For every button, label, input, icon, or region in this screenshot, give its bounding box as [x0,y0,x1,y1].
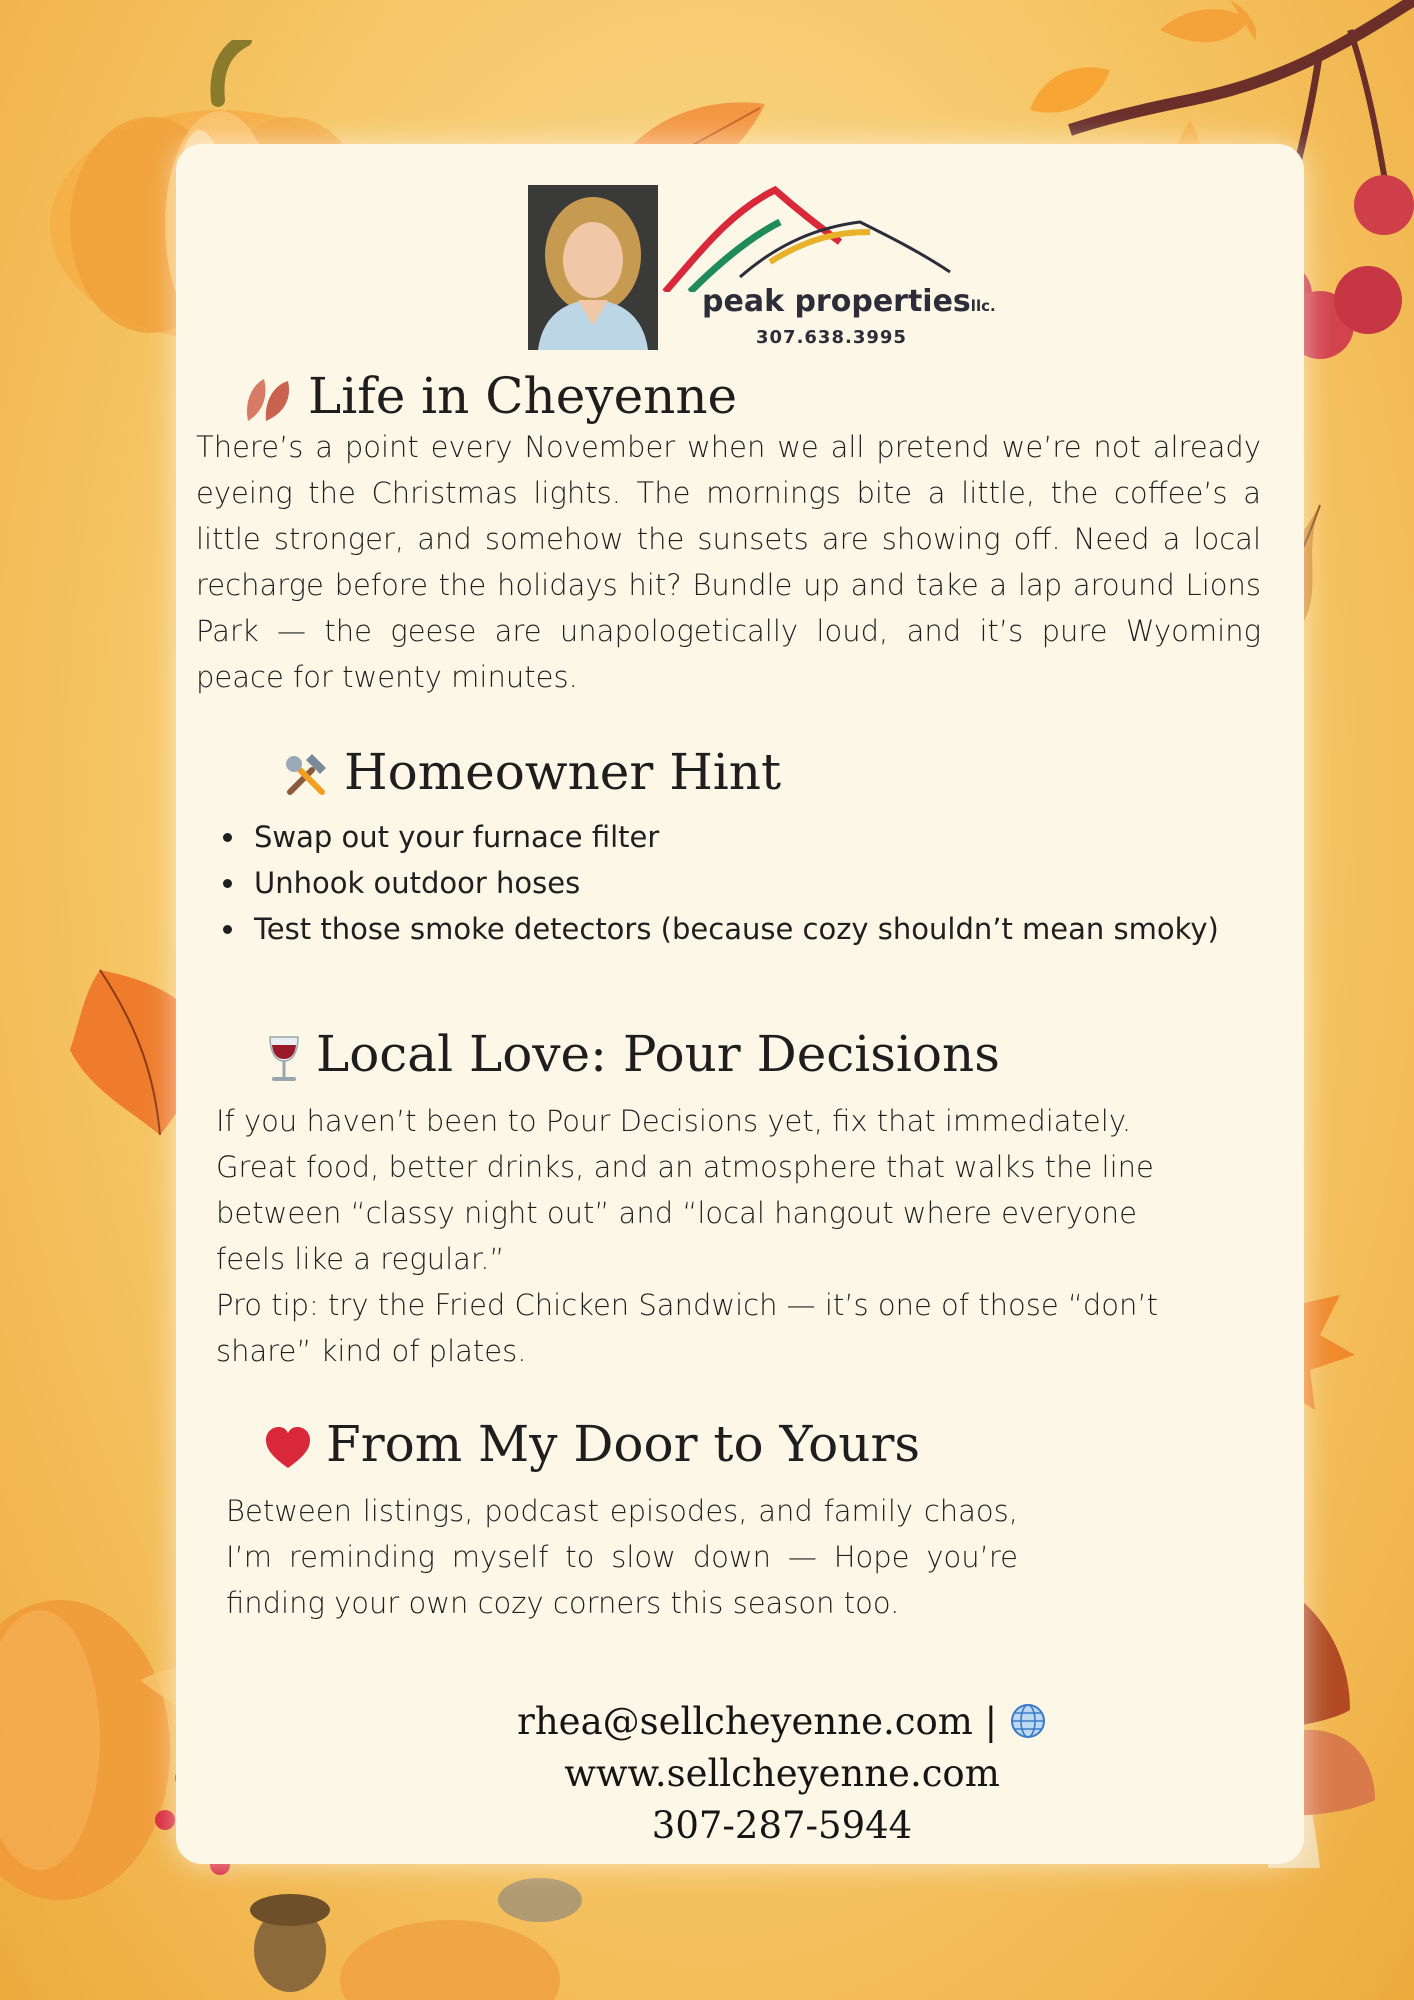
local-title-text: Local Love: Pour Decisions [316,1025,1000,1083]
hint-section [196,742,1326,952]
contact-email-row [462,1696,1102,1748]
list-item: • Swap out your furnace filter [248,814,1326,860]
brand-name [702,284,996,319]
mountain-logo-icon [660,182,960,292]
local-line: Great food, better drinks, and an atmosphere that walks the line [216,1150,1154,1184]
door-title [226,1414,1018,1474]
life-body: There’s a point every November when we all pretend we’re not already eyeing the Christmas lights. The mornings bite a little, the coffee’s a little stronger, and somehow the sunsets are showing off. Need a local recharge before the holidays hit? Bundle up and take a lap around Lions Park — the geese are unapologetically loud, and it’s pure Wyoming peace for twenty minutes. [196,430,1261,694]
hint-title [196,742,1326,802]
brand-phone: 307.638.3995 [756,327,907,348]
leaves-icon [244,377,294,423]
list-item: • Unhook outdoor hoses [248,860,1326,906]
life-title [196,366,1261,426]
wine-glass-icon [266,1033,302,1083]
tools-icon [282,752,330,800]
local-line: share” kind of plates. [216,1334,527,1368]
life-section [196,366,1261,700]
local-line: between “classy night out” and “local hangout where everyone [216,1196,1137,1230]
life-title-text: Life in Cheyenne [308,367,738,425]
brand-suffix: llc. [970,297,996,315]
door-body: Between listings, podcast episodes, and family chaos, I’m reminding myself to slow down — Hope you’re finding your own cozy corners this season too. [226,1494,1018,1620]
door-section [226,1414,1018,1626]
phone-link[interactable]: 307-287-5944 [651,1804,913,1847]
door-title-text: From My Door to Yours [326,1415,921,1473]
globe-icon [1009,1702,1047,1740]
local-section [216,1024,1276,1374]
contact-email[interactable]: rhea@sellcheyenne.com | [517,1700,998,1743]
local-line: Pro tip: try the Fried Chicken Sandwich — it’s one of those “don’t [216,1288,1159,1322]
heart-icon [264,1426,312,1470]
hint-list [196,814,1326,952]
website-link[interactable]: www.sellcheyenne.com [564,1752,1000,1795]
contact-block [462,1696,1102,1852]
agent-photo [528,185,658,350]
brand-name-text: peak properties [702,284,971,319]
local-title [216,1024,1276,1084]
list-item: • Test those smoke detectors (because cozy shouldn’t mean smoky) [248,906,1326,952]
local-line: If you haven’t been to Pour Decisions yet, fix that immediately. [216,1104,1132,1138]
local-body [216,1098,1276,1374]
local-line: feels like a regular.” [216,1242,505,1276]
hint-title-text: Homeowner Hint [344,743,782,801]
